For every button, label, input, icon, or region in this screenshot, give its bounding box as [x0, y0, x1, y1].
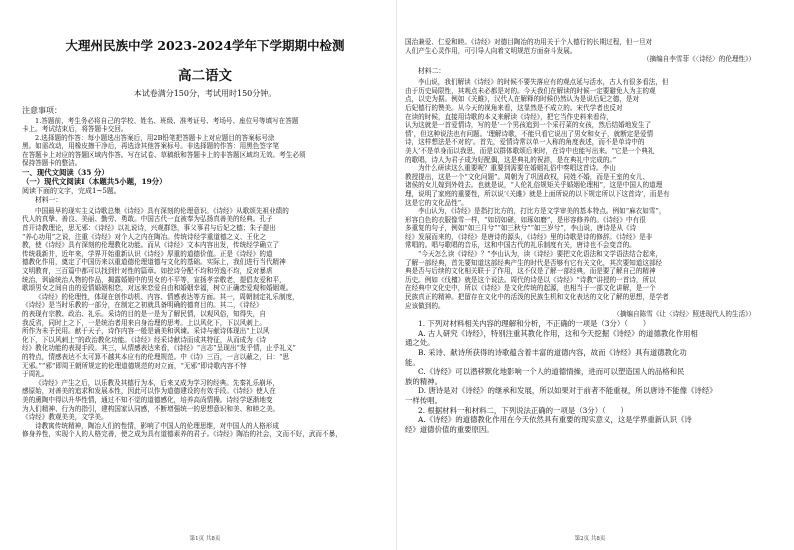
source-citation: （摘编自李雪菲《〈诗经〉的伦理性》）	[642, 55, 755, 64]
text-line: 理，说明了家庭的重要性，所以说‘《关雎》就是上面所说的以下规定所以下这首诗’，而是有	[405, 189, 670, 198]
text-line: 后妃德行的赞美。从今天的视角来看，这显然是不成立的。宋代学者也反对	[405, 103, 623, 112]
text-line: 形容白色的衣服像雪一样，“如切如磋，如琢如磨”，是形容修养的。《诗经》中有很	[405, 215, 646, 224]
text-line: 多重复的句子，例如“如三月兮”“如三秋兮”“如三岁兮”，李山说，唐诗是从《诗	[405, 224, 637, 233]
exam-meta: 本试卷满分150分，考试用时150分钟。	[133, 89, 277, 98]
reading-instruction: 阅读下面的文字，完成1~5题。	[22, 186, 121, 195]
page-left	[22, 0, 388, 550]
text-line: 传统栽新井，近年来，学界开始重新认识《诗经》厚重的道德价值。正是《诗经》的道	[22, 249, 273, 258]
text-line: 了解一部经典，首先要知道这部经典产生的时代是否够有它有关文化，其次要知道这部经	[405, 258, 663, 267]
page-footer: 第1页 共8页	[189, 536, 221, 542]
text-line: 由于历史局限性，其观点未必都是对的。今天我们在解读的时候一定要避免人为主的观	[405, 86, 656, 95]
text-line: 的表现有宗教、政治、礼乐。采诗的目的是一是为了解民情，以观风俗，知得失，自	[22, 310, 266, 318]
text-line: 人们产生心灵作用，可引导人向着文明规范方面奋斗发展。	[405, 46, 577, 55]
material-one-continued	[405, 38, 775, 64]
text-line: 《诗经》教观美美，文学美。	[22, 413, 108, 422]
text-line: 化下，下以风刺上”的政治教化功能。《诗经》经采诗献诗而成其特征，从而成为《诗	[22, 335, 267, 344]
text-line: 修身养性，实现个人的人格完善，使之成为具有道德素养的君子。《诗经》陶冶的社会，文而不好，武而不暴，	[22, 430, 342, 439]
text-line: 感原始，对善美的追求和发展本性，因此可以作为道德建设的有效手段。《诗经》使人在	[22, 387, 276, 396]
material-label: 材料二：	[418, 67, 446, 76]
text-line: 《诗经》产生之后，以乐教及其德行为本，后来又成为学习的经典。先秦礼乐崩坏，	[35, 378, 279, 387]
text-line: 美人’不是单身而以我思，而是以群体歌颂后来时，在诗中也能写出来。“它是一个典礼	[405, 146, 655, 155]
notice-line: 在答题卡上对应的答题区域内作答。写在试卷、草稿纸和答题卡上的非答题区域均无效。考生必须	[22, 150, 306, 159]
text-line: 经》教化功能的表现手段。其三，从情感表达来看，《诗经》“言志”呈现出“发乎情，止乎礼义”	[22, 344, 296, 353]
exam-subject: 高二语文	[178, 68, 232, 84]
text-line: 在经典中文化史中，所以《诗经》是文化传统的起源，也相当于一部文化讲解，是一个	[405, 284, 656, 293]
notice-line: 黑。如需改动，用橡皮擦干净后，再选涂其他答案标号。非选择题的作答：用黑色签字笔	[22, 142, 280, 151]
material-one-text	[22, 207, 388, 439]
text-line: “养心功用”之说，注重《诗经》对个人之内在陶冶。传统诗经学重道德之义、王化之	[22, 232, 267, 241]
text-line: 国治兼爱、仁爱和睦。《诗经》对德目陶冶的功用关于个人德行的长期过程，但一旦对	[405, 38, 653, 46]
text-line: 诸侯的女儿嫁到外姓去。也就是说，“人伦礼俗规矩关乎婚姻伦理相”，这是中国人的道理	[405, 181, 663, 190]
text-line: 的歌唱，诗人为君子成为好配偶，这是典礼的祝辞，是在典礼中完成的。”	[405, 155, 617, 164]
text-line: 点，以史为据。例如《关雎》，汉代人在解释的时候仍然认为是说后妃之德，是对	[405, 95, 640, 104]
text-line: 德教化作用，奠定了中国历来以重道德伦理道德与文化的基础。实际上，我们进行当代精神	[22, 258, 286, 267]
section-heading: 一、现代文阅读（35 分）	[22, 168, 109, 178]
option-a: A.《诗经》的道德教化作用在今天依然具有重要的现实意义，这是学界重新认识《诗	[418, 415, 692, 425]
text-line: 典是否与后续的文化相关联于了作用，这不仅是了解一部经典，而是要了解自己的精神	[405, 267, 656, 276]
page-footer: 第2页 共8页	[574, 536, 606, 542]
option-c-cont: 族的精神。	[405, 376, 442, 386]
text-line: 情’，但这种说法也有问题。‘理解诗歌，不能只看它说出了男女和女子，就断定是爱情	[405, 129, 654, 138]
text-line: 教，使《诗经》具有深刻的伦理教化功能。而从《诗经》文本内容出发，传统经学确立了	[22, 241, 280, 250]
text-line: 歌颂男女之间自由的爱情婚姻相恋，对远来恋爱自由和婚姻幸福，树立正确恋爱观和婚姻观。	[22, 284, 293, 293]
option-a: A. 古人研究《诗经》，特别注重其教化作用，这和今天挖掘《诗经》的道德教化作用相	[418, 328, 698, 338]
text-line: 为人们精神、行为的指引，建构国家认同感，不断增强统一的思想意识和美、和睦之美。	[22, 404, 280, 413]
text-line: 常唱的。唱与歌唱的音乐，这和中国古代的礼乐制度有关，唐诗也不会变音的。	[405, 241, 636, 250]
notice-line: 卡上。考试结束后，将答题卡交回。	[22, 125, 128, 134]
text-line: 无邪。”“邪”即周王朝所规定的伦理道德规范的对立面，“无邪”即诗歌内容不悖	[22, 361, 247, 370]
text-line: 所作为未予民用。献于天子，诗作内容一般是诵美和讽谏。采诗与献诗体现出“上以风	[22, 327, 270, 336]
text-line: 认为这就是一首爱情诗，写的是‘一个男孩追到一个采荇菜的女孩，然后结婚地发生了	[405, 121, 652, 130]
text-line: 于周礼。	[22, 370, 49, 379]
text-line: 统治，讽谕统治人物的作品，揭露婚姻中的男女的不平等，宣扬孝亲敬老，提倡友爱和平，	[22, 275, 286, 284]
text-line: 首开诗教理论，思无邪：《诗经》以礼说诗，兴观群怨，事父事君与后妃之德；朱子提出	[22, 224, 276, 233]
text-line: 教授提出，这是一个“文化问题”。周朝为了巩固政权，同姓不婚，而是王室的女儿、	[405, 172, 650, 181]
page-right	[405, 0, 775, 550]
text-line: 诗教寓传统精神，陶冶人们的性情，影响了中国人的伦理思维，对中国人的人格形成	[35, 421, 279, 430]
text-line: 文明教育，三百篇中都可以找到针对性的篇章。如挖诗分配不均和劳逸不均，反对暴虐	[22, 267, 273, 276]
question-2	[405, 406, 775, 435]
text-line: 代人的真挚、善良、美丽、勤劳、勇敢。中国古代一直被奉为弘扬真善美的经典。孔子	[22, 215, 273, 224]
text-line: “今天怎么读《诗经》？”李山认为，读《诗经》要把文化语法和文学语法结合起来，	[418, 250, 663, 259]
option-d: D. 唐诗是对《诗经》的继承和发展，所以如果对于前者不能重视，所以唐诗不能像《诗经》	[418, 386, 717, 396]
option-b-cont: 能。	[405, 357, 420, 367]
exam-title: 大理州民族中学 2023-2024学年下学期期中检测	[65, 38, 345, 53]
text-line: 的特点，情感表达不太可算不越其本应有的伦理规范。中《诗》三百，一言以蔽之，曰：“思	[22, 352, 290, 361]
option-c: C.《诗经》可以潜移默化地影响一个人的道德情操，进而可以塑造国人的品格和民	[418, 367, 685, 377]
text-line: 为什么研读这么重要呢？重要到需要在婚姻礼俗中奏唱这首诗。李山	[418, 164, 616, 173]
material-label: 材料一：	[35, 195, 63, 204]
text-line: 中国最早的现实主义诗歌总集《诗经》具有深刻的伦理意识。《诗经》从歌颂先祖业绩的	[35, 206, 289, 215]
material-two-text	[405, 78, 775, 319]
question-stem: 1. 下列对材料相关内容的理解和分析，不正确的一项是（3分）（ ）	[418, 319, 651, 329]
page-divider	[396, 0, 397, 550]
question-stem: 2. 根据材料一和材料二，下列说法正确的一项是（3分）（ ）	[418, 405, 628, 415]
notice-line: 保持答题卡的整洁。	[22, 159, 82, 168]
subsection-heading: （一）现代文阅读Ⅰ（本题共5小题，19分）	[22, 177, 167, 187]
text-line: 《诗经》的伦理性，体现在创作动机、内容、情感表达等方面。其一，周朝制定礼乐制度，	[35, 292, 299, 301]
text-line: 应该做到的。	[405, 301, 445, 310]
text-line: 诗，这样想法是不对的’。首先，爱情诗常以单一人称的角度表述，而不是单诗中的	[405, 138, 645, 147]
option-b: B. 采诗、献诗所获得的诗歌蕴含着丰富的道德内容，故而《诗经》具有道德教化功	[418, 348, 687, 357]
notice-heading: 注意事项：	[22, 106, 62, 115]
text-line: 我反省，同时上之下，一是统治者用来自身治理的思考。上以风化下，下以风刺上。	[22, 318, 266, 327]
text-line: 经》发展而来的，《诗经》是唐诗的源头，《诗经》里的诗歌是诗的修辞。《诗经》是非	[405, 232, 653, 241]
text-line: 李山说，我们解读《诗经》的时候不要失落应有的观点延与活水，古人有很多看法，但	[418, 78, 669, 87]
text-line: 在读的时候，直接用诗歌的本义来解读《诗经》，把它当作史料来看待，	[405, 112, 613, 121]
text-line: 民族真正的精神。把留存在文化中的活泼的民族生机和文化表达的文化了解的思想，是学者	[405, 293, 669, 302]
text-line: 美的熏陶中得以升华性情，通过不知不觉的道德感化，培养高尚情操。诗经学逐渐地变	[22, 395, 273, 404]
notice-line: 1.答题前，考生务必将自己的学校、姓名、班级、准考证号、考场号、座位号等填写在答题	[35, 116, 299, 125]
source-citation: （摘编自陈雪《让〈诗经〉照进现代人的生活》）	[613, 310, 755, 319]
option-a-cont: 经》道德价值的重要原因。	[405, 424, 494, 434]
question-1	[405, 319, 775, 405]
option-d-cont: 一样传唱。	[405, 395, 442, 405]
notice-line: 2.选择题的作答：每小题选出答案后，用2B铅笔把答题卡上对应题目的答案标号涂	[35, 133, 275, 142]
text-line: 历史。例如《伐檀》就是这个说法。周代的诗是以《诗经》“诗教”讲授的一首诗，所以	[405, 275, 656, 284]
option-a-cont: 通之处。	[405, 338, 435, 348]
text-line: 李山认为，《诗经》是指打比方的，打比方是文学审美的基本特点。例如“麻衣如雪”，	[418, 207, 666, 216]
text-line: 《诗经》是当时乐教的一部分，在制定之初就具备明确的德育目的。其二，《诗经》	[22, 301, 263, 310]
text-line: 这是它的文化品性”。	[405, 198, 468, 207]
